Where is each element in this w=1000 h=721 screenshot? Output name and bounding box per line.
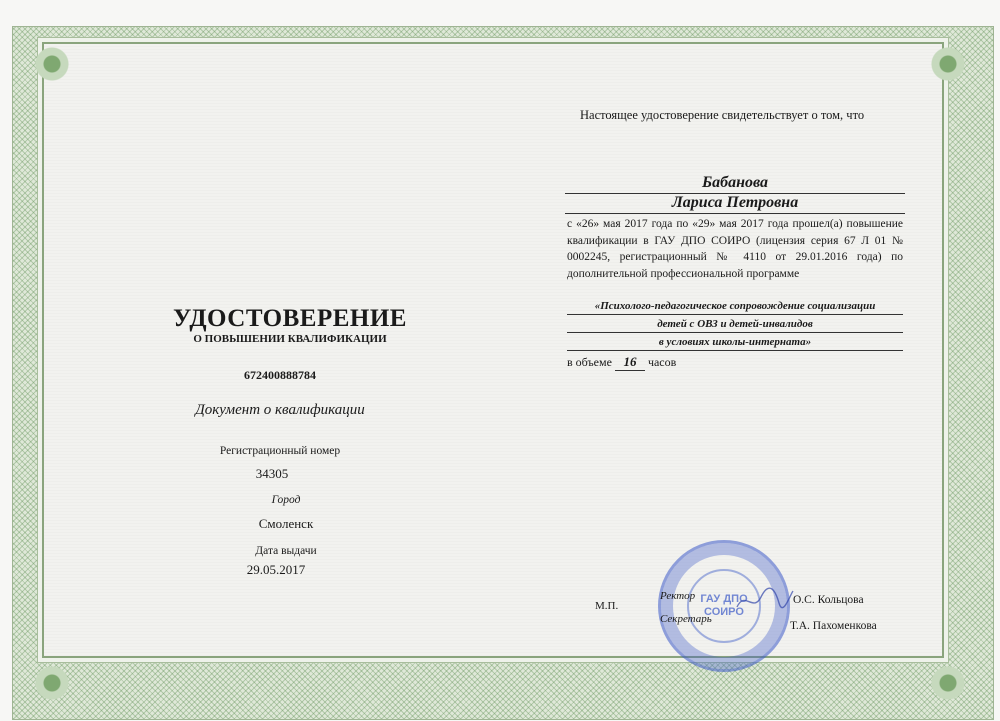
document-subtitle: О ПОВЫШЕНИИ КВАЛИФИКАЦИИ (193, 333, 387, 345)
volume-suffix: часов (647, 355, 677, 369)
corner-ornament-icon (924, 659, 972, 707)
stamp-place-label: М.П. (595, 600, 619, 612)
rector-name: О.С. Кольцова (793, 594, 864, 606)
program-line: в условиях школы-интерната» (567, 333, 903, 351)
hours-value: 16 (615, 354, 645, 371)
holder-given-name: Лариса Петровна (565, 194, 905, 214)
issue-date: 29.05.2017 (246, 562, 306, 577)
issue-date-label: Дата выдачи (255, 545, 317, 557)
registration-number: 34305 (255, 466, 289, 481)
city-label: Город (271, 494, 301, 506)
secretary-role: Секретарь (660, 613, 712, 625)
corner-ornament-icon (924, 40, 972, 88)
program-line: детей с ОВЗ и детей-инвалидов (567, 315, 903, 333)
document-number: 672400888784 (244, 368, 316, 382)
rector-role: Ректор (660, 590, 696, 602)
stamp-line: СОИРО (704, 606, 744, 618)
volume-prefix: в объеме (567, 355, 612, 369)
stamp-line: ГАУ ДПО (700, 593, 748, 605)
training-description: с «26» мая 2017 года по «29» мая 2017 года прошел(а) повышение квалификации в ГАУ ДПО СОИРО (лицензия серия 67 Л 01 № 0002245, регистрационный № 4110 от 29.01.2016 года) по дополнительной профессиональной программе (567, 218, 903, 280)
document-kind: Документ о квалификации (195, 402, 365, 418)
signature-icon (735, 585, 795, 615)
intro-text: Настоящее удостоверение свидетельствует о том, что (580, 108, 865, 122)
program-title (567, 297, 903, 351)
city-value: Смоленск (258, 516, 314, 531)
corner-ornament-icon (28, 659, 76, 707)
secretary-name: Т.А. Пахоменкова (790, 620, 877, 632)
registration-label: Регистрационный номер (219, 445, 341, 457)
volume-line (567, 354, 676, 371)
corner-ornament-icon (28, 40, 76, 88)
holder-surname: Бабанова (565, 174, 905, 194)
program-line: «Психолого-педагогическое сопровождение социализации (567, 297, 903, 315)
document-title: УДОСТОВЕРЕНИЕ (173, 305, 407, 332)
